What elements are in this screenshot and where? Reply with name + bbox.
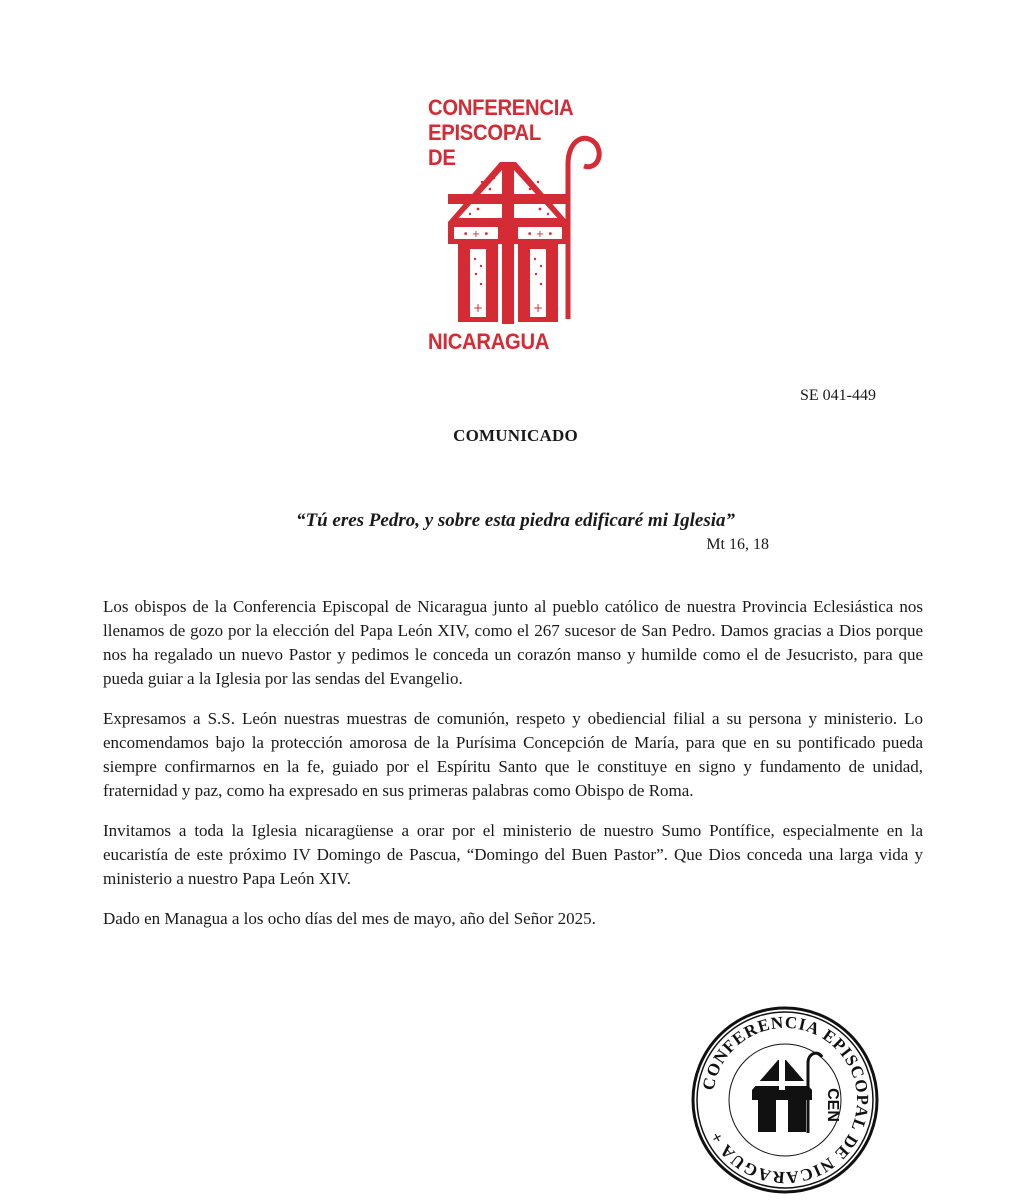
svg-text:+: + [532,301,544,315]
paragraph: Los obispos de la Conferencia Episcopal de Nicaragua junto al pueblo católico de nuestra Provincia Eclesiástica nos llenamos de gozo por la elección del Papa León XIV, como el 267 sucesor de San Pedro. Damos gracias a Dios porque nos ha regalado un nuevo Pastor y pedimos le conceda un corazón manso y humilde como el de Jesucristo, para que pueda guiar a la Iglesia por las sendas del Evangelio. [103,597,923,688]
svg-text:• + •: • + • [526,229,554,240]
paragraph: Invitamos a toda la Iglesia nicaragüense a orar por el ministerio de nuestro Sumo Pontífice, especialmente en la eucaristía de este próximo IV Domingo de Pascua, “Domingo del Buen Pastor”. Que Dios conceda una larga vida y ministerio a nuestro Papa León XIV. [103,821,923,888]
episcopal-logo [418,94,608,356]
document-reference: SE 041-449 [800,387,876,404]
logo-line-3: DE [428,145,456,170]
seal-mitre-icon [752,1053,822,1133]
document-title: COMUNICADO [453,426,578,445]
svg-text:• + •: • + • [462,229,490,240]
scripture-citation: Mt 16, 18 [706,536,769,553]
seal-ring-text: CONFERENCIA EPISCOPAL DE NICARAGUA + [698,1012,873,1188]
logo-line-2: EPISCOPAL [428,120,541,145]
document-body [103,595,923,947]
logo-line-4: NICARAGUA [428,329,550,354]
paragraph: Expresamos a S.S. León nuestras muestras de comunión, respeto y obediencial filial a su persona y ministerio. Lo encomendamos bajo la protección amorosa de la Purísima Concepción de María, para que en su pontificado pueda siempre confirmarnos en la fe, guiado por el Espíritu Santo que le constituye en signo y fundamento de unidad, fraternidad y paz, como ha expresado en sus primeras palabras como Obispo de Roma. [103,709,923,800]
svg-text:+: + [472,301,484,315]
scripture-quote: “Tú eres Pedro, y sobre esta piedra edificaré mi Iglesia” [295,510,736,531]
episcopal-seal-stamp [690,1005,880,1195]
seal-monogram: CEN [824,1088,841,1122]
paragraph: Dado en Managua a los ocho días del mes de mayo, año del Señor 2025. [103,909,596,928]
logo-line-1: CONFERENCIA [428,95,574,120]
